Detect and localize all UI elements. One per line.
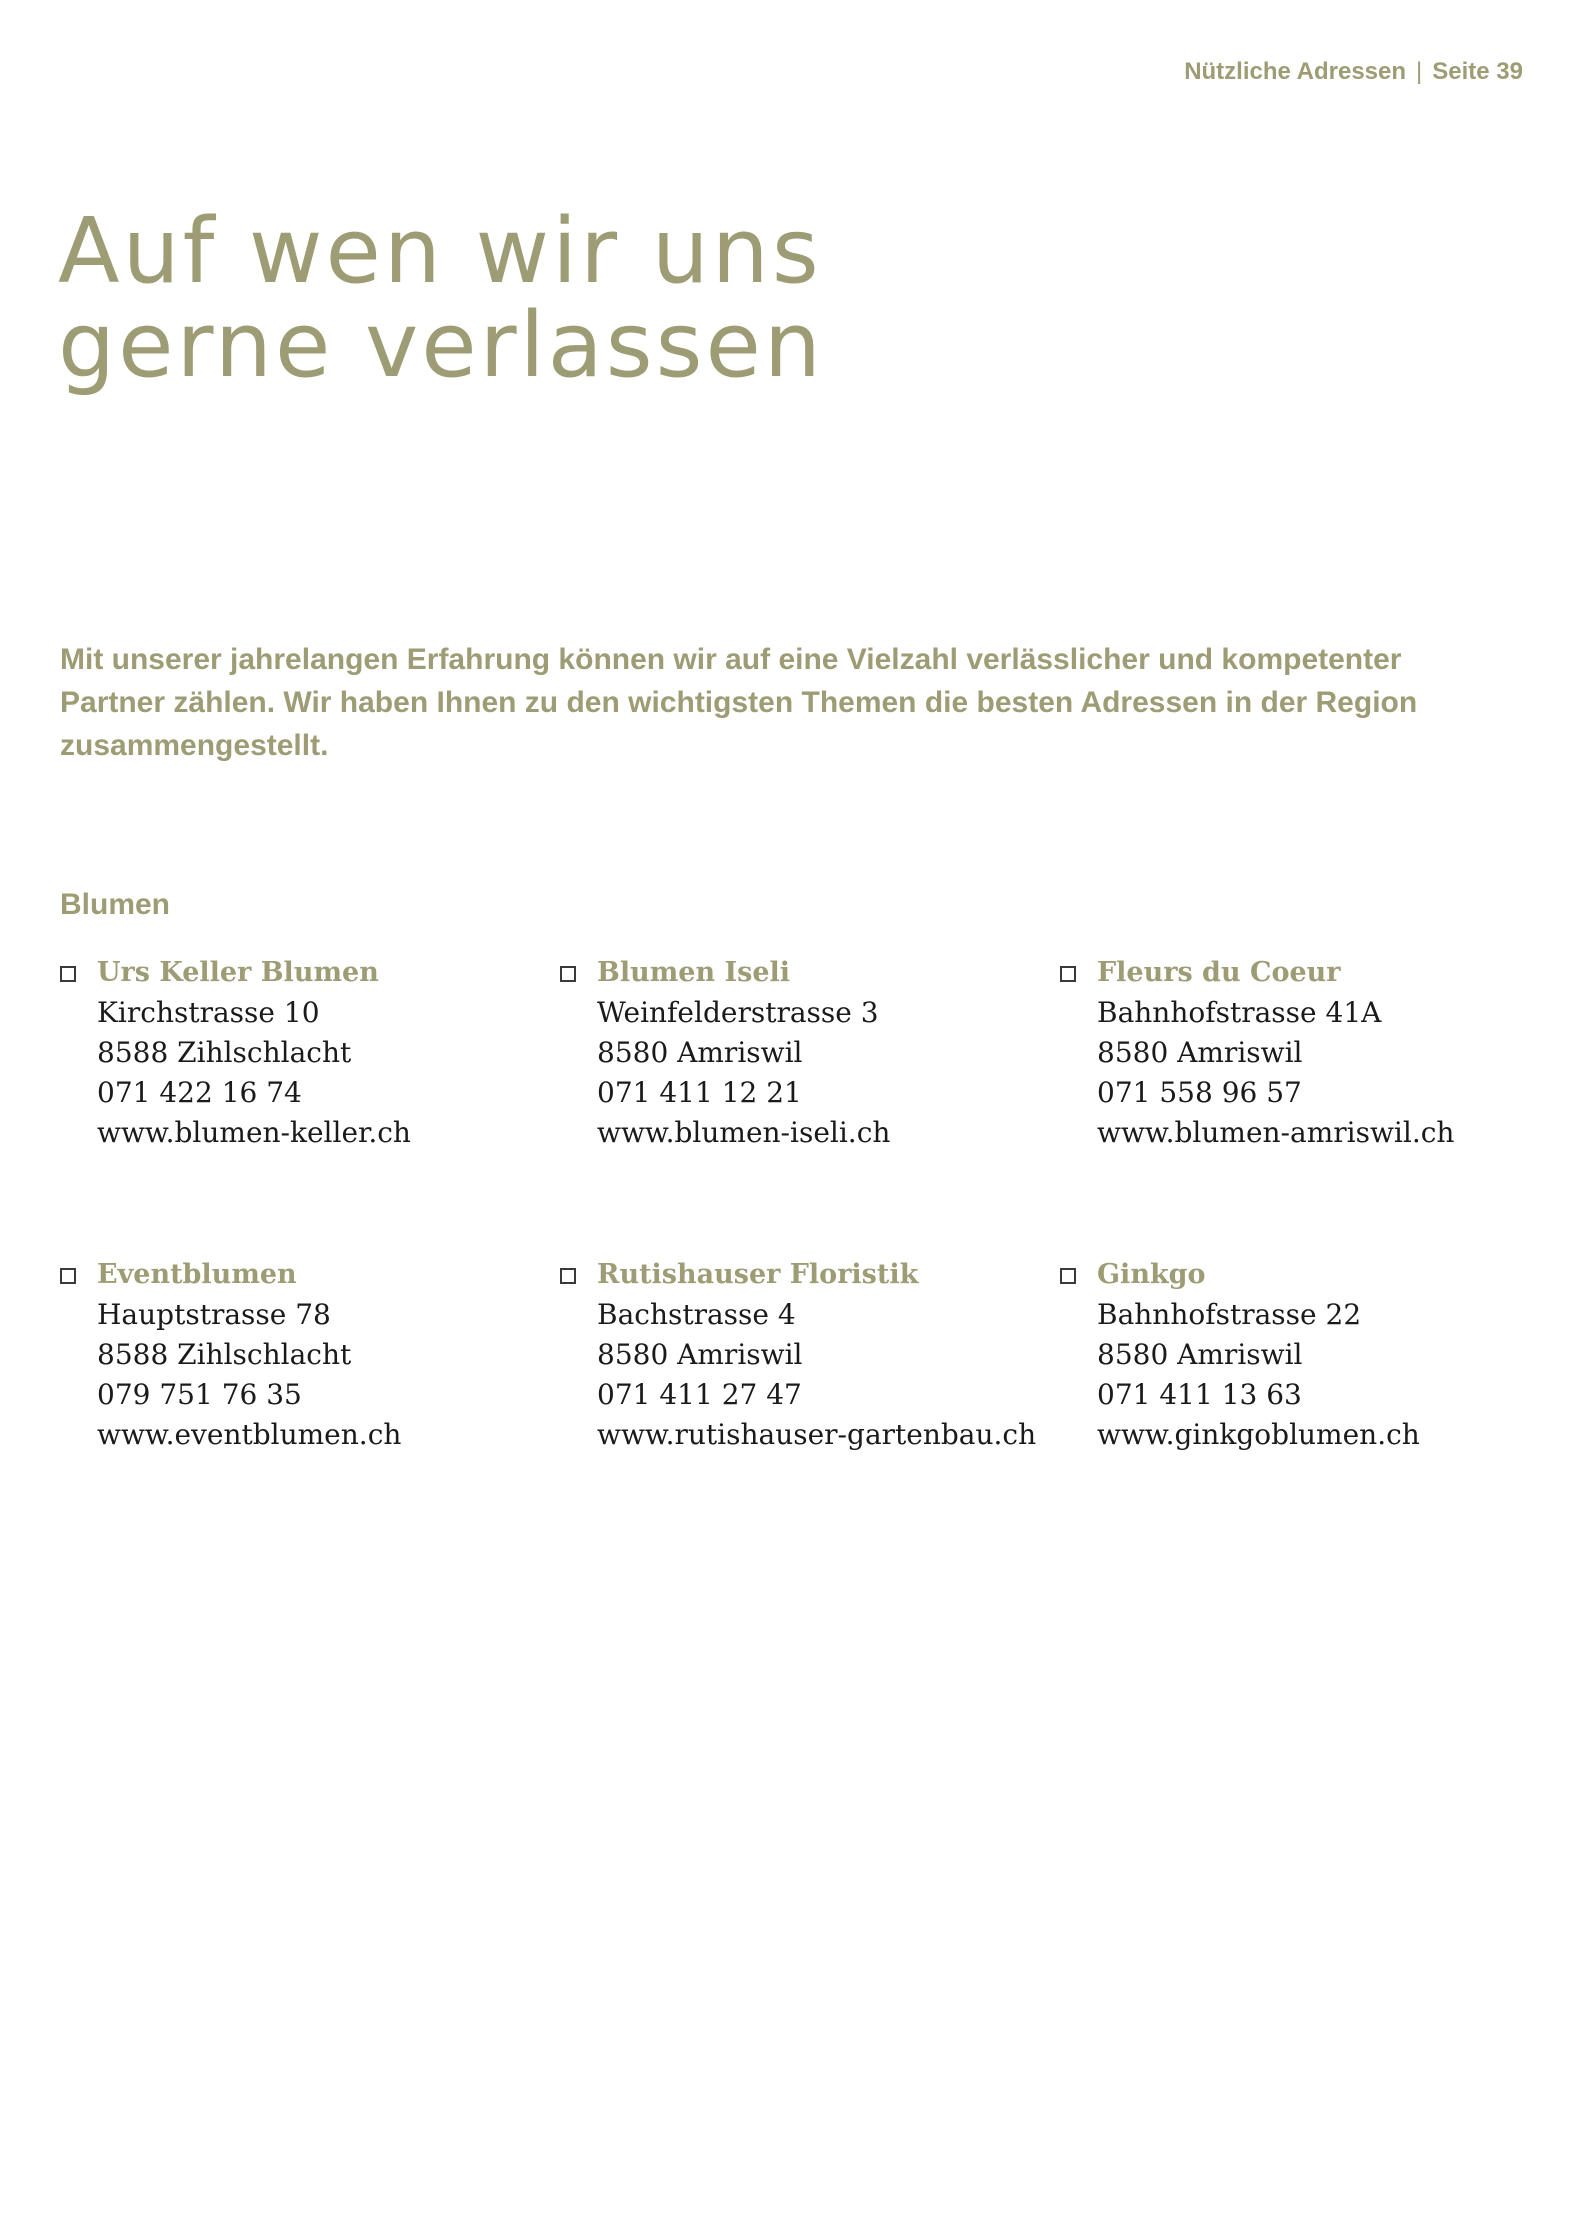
entry-street: Bahnhofstrasse 41A — [1097, 996, 1382, 1029]
page-title — [58, 199, 1458, 398]
checkbox-icon — [1060, 1268, 1076, 1284]
entry-street: Hauptstrasse 78 — [97, 1298, 331, 1331]
intro-paragraph: Mit unserer jahrelangen Erfahrung können wir auf eine Vielzahl verlässlicher und kompetenter Partner zählen. Wir haben Ihnen zu den wichtigsten Themen die besten Adressen in der Region zusammengestellt. — [60, 643, 1418, 762]
entry-phone: 071 411 13 63 — [1097, 1378, 1302, 1411]
section-name: Nützliche Adressen — [1184, 58, 1407, 85]
entry-website: www.eventblumen.ch — [97, 1418, 402, 1451]
entry-city: 8588 Zihlschlacht — [97, 1036, 352, 1069]
section-title: Blumen — [60, 888, 171, 921]
entry-name: Rutishauser Floristik — [597, 1259, 919, 1290]
entry-phone: 071 411 12 21 — [597, 1076, 802, 1109]
checkbox-icon — [1060, 966, 1076, 982]
checkbox-icon — [560, 1268, 576, 1284]
entry-website: www.blumen-keller.ch — [97, 1116, 411, 1149]
checkbox-icon — [60, 1268, 76, 1284]
page-number: Seite 39 — [1432, 58, 1523, 85]
checkbox-icon — [560, 966, 576, 982]
entry-phone: 079 751 76 35 — [97, 1378, 302, 1411]
entry-name: Ginkgo — [1097, 1259, 1206, 1290]
entry-phone: 071 411 27 47 — [597, 1378, 802, 1411]
page-header — [1184, 58, 1523, 86]
entry-street: Bahnhofstrasse 22 — [1097, 1298, 1362, 1331]
page-title-line-1: Auf wen wir uns — [58, 199, 822, 304]
entry-name: Urs Keller Blumen — [97, 957, 379, 988]
entry-city: 8580 Amriswil — [597, 1338, 803, 1371]
entry-website: www.rutishauser-gartenbau.ch — [597, 1418, 1037, 1451]
entry-name: Blumen Iseli — [597, 957, 791, 988]
entry-street: Kirchstrasse 10 — [97, 996, 320, 1029]
entry-city: 8588 Zihlschlacht — [97, 1338, 352, 1371]
page-title-line-2: gerne verlassen — [58, 293, 824, 398]
entry-street: Bachstrasse 4 — [597, 1298, 796, 1331]
header-separator: | — [1416, 58, 1423, 85]
checkbox-icon — [60, 966, 76, 982]
entry-name: Eventblumen — [97, 1259, 297, 1290]
entry-website: www.blumen-amriswil.ch — [1097, 1116, 1455, 1149]
entry-phone: 071 558 96 57 — [1097, 1076, 1302, 1109]
entry-website: www.ginkgoblumen.ch — [1097, 1418, 1420, 1451]
entry-street: Weinfelderstrasse 3 — [597, 996, 879, 1029]
entry-name: Fleurs du Coeur — [1097, 957, 1341, 988]
entry-city: 8580 Amriswil — [1097, 1338, 1303, 1371]
entry-city: 8580 Amriswil — [1097, 1036, 1303, 1069]
entry-website: www.blumen-iseli.ch — [597, 1116, 891, 1149]
entry-city: 8580 Amriswil — [597, 1036, 803, 1069]
entry-phone: 071 422 16 74 — [97, 1076, 302, 1109]
